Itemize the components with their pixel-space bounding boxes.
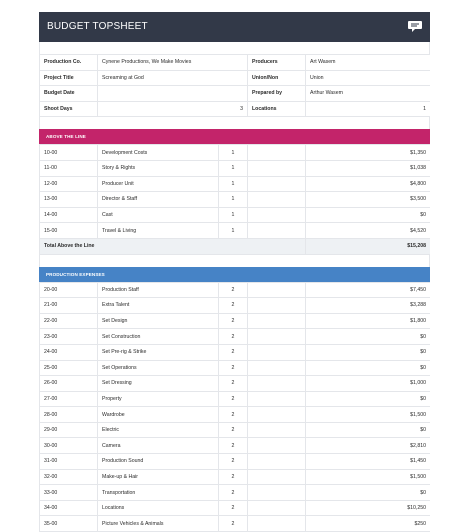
empty-cell: [248, 344, 306, 360]
account-quantity: 2: [219, 469, 248, 485]
table-row: [40, 145, 431, 161]
account-quantity: 2: [219, 422, 248, 438]
empty-cell: [248, 223, 306, 239]
account-quantity: 2: [219, 329, 248, 345]
info-row: [40, 86, 431, 102]
account-code: 25-00: [40, 360, 98, 376]
project-info-table: [39, 54, 430, 117]
empty-cell: [248, 469, 306, 485]
info-value: Cynene Productions, We Make Movies: [98, 55, 248, 71]
account-code: 29-00: [40, 422, 98, 438]
total-row: [40, 238, 431, 254]
account-amount: $0: [306, 329, 431, 345]
total-label: Total Above the Line: [40, 238, 306, 254]
account-code: 33-00: [40, 485, 98, 501]
table-row: [40, 176, 431, 192]
account-amount: $1,450: [306, 454, 431, 470]
table-row: [40, 298, 431, 314]
account-quantity: 2: [219, 282, 248, 298]
account-quantity: 2: [219, 313, 248, 329]
account-description: Picture Vehicles & Animals: [98, 516, 219, 532]
account-code: 32-00: [40, 469, 98, 485]
table-row: [40, 438, 431, 454]
account-quantity: 1: [219, 192, 248, 208]
empty-cell: [248, 376, 306, 392]
account-amount: $0: [306, 391, 431, 407]
account-amount: $2,810: [306, 438, 431, 454]
empty-cell: [248, 160, 306, 176]
table-row: [40, 516, 431, 532]
account-code: 12-00: [40, 176, 98, 192]
empty-cell: [248, 438, 306, 454]
table-row: [40, 344, 431, 360]
account-amount: $0: [306, 485, 431, 501]
account-amount: $1,800: [306, 313, 431, 329]
table-row: [40, 360, 431, 376]
account-code: 34-00: [40, 500, 98, 516]
account-quantity: 1: [219, 223, 248, 239]
account-code: 20-00: [40, 282, 98, 298]
table-row: [40, 223, 431, 239]
account-amount: $1,350: [306, 145, 431, 161]
info-value: Screaming at God: [98, 70, 248, 86]
account-description: Production Staff: [98, 282, 219, 298]
total-value: $15,208: [306, 238, 431, 254]
account-quantity: 2: [219, 391, 248, 407]
account-description: Travel & Living: [98, 223, 219, 239]
account-amount: $0: [306, 207, 431, 223]
table-row: [40, 391, 431, 407]
account-amount: $1,038: [306, 160, 431, 176]
account-amount: $0: [306, 344, 431, 360]
account-description: Electric: [98, 422, 219, 438]
account-amount: $1,000: [306, 376, 431, 392]
spacer: [39, 117, 430, 129]
above-line-table: [39, 144, 430, 254]
account-description: Set Operations: [98, 360, 219, 376]
empty-cell: [248, 454, 306, 470]
account-description: Story & Rights: [98, 160, 219, 176]
account-amount: $10,250: [306, 500, 431, 516]
account-code: 35-00: [40, 516, 98, 532]
table-row: [40, 454, 431, 470]
account-quantity: 2: [219, 360, 248, 376]
empty-cell: [248, 313, 306, 329]
account-code: 10-00: [40, 145, 98, 161]
section-header-above-line: ABOVE THE LINE: [39, 129, 430, 144]
empty-cell: [248, 422, 306, 438]
table-row: [40, 407, 431, 423]
account-description: Camera: [98, 438, 219, 454]
info-label: Locations: [248, 101, 306, 117]
account-code: 15-00: [40, 223, 98, 239]
account-code: 13-00: [40, 192, 98, 208]
account-quantity: 1: [219, 176, 248, 192]
account-amount: $7,450: [306, 282, 431, 298]
account-description: Director & Staff: [98, 192, 219, 208]
account-amount: $0: [306, 422, 431, 438]
empty-cell: [248, 407, 306, 423]
account-description: Set Dressing: [98, 376, 219, 392]
table-row: [40, 160, 431, 176]
account-amount: $4,520: [306, 223, 431, 239]
info-value: 3: [98, 101, 248, 117]
account-description: Producer Unit: [98, 176, 219, 192]
info-label: Production Co.: [40, 55, 98, 71]
info-value: Arthur Wasem: [306, 86, 430, 102]
empty-cell: [248, 500, 306, 516]
account-description: Make-up & Hair: [98, 469, 219, 485]
account-description: Extra Talent: [98, 298, 219, 314]
empty-cell: [248, 145, 306, 161]
account-amount: $3,288: [306, 298, 431, 314]
account-quantity: 1: [219, 207, 248, 223]
page-title: BUDGET TOPSHEET: [47, 21, 148, 32]
empty-cell: [248, 298, 306, 314]
account-quantity: 2: [219, 407, 248, 423]
info-label: Union/Non: [248, 70, 306, 86]
account-quantity: 2: [219, 454, 248, 470]
spacer: [39, 255, 430, 267]
table-row: [40, 313, 431, 329]
account-code: 28-00: [40, 407, 98, 423]
empty-cell: [248, 391, 306, 407]
table-row: [40, 485, 431, 501]
account-amount: $0: [306, 360, 431, 376]
empty-cell: [248, 207, 306, 223]
info-row: [40, 55, 431, 71]
info-value: Art Wasem: [306, 55, 430, 71]
account-description: Set Pre-rig & Strike: [98, 344, 219, 360]
empty-cell: [248, 485, 306, 501]
account-quantity: 2: [219, 298, 248, 314]
info-row: [40, 101, 431, 117]
info-row: [40, 70, 431, 86]
table-row: [40, 282, 431, 298]
account-code: 21-00: [40, 298, 98, 314]
account-description: Production Sound: [98, 454, 219, 470]
account-amount: $3,500: [306, 192, 431, 208]
table-row: [40, 192, 431, 208]
account-code: 26-00: [40, 376, 98, 392]
table-row: [40, 422, 431, 438]
header-bar: [39, 12, 430, 42]
empty-cell: [248, 282, 306, 298]
empty-cell: [248, 192, 306, 208]
account-amount: $250: [306, 516, 431, 532]
account-quantity: 2: [219, 438, 248, 454]
account-quantity: 2: [219, 376, 248, 392]
account-description: Locations: [98, 500, 219, 516]
table-row: [40, 376, 431, 392]
account-code: 23-00: [40, 329, 98, 345]
account-description: Set Construction: [98, 329, 219, 345]
account-amount: $1,500: [306, 407, 431, 423]
account-code: 31-00: [40, 454, 98, 470]
account-code: 27-00: [40, 391, 98, 407]
production-expenses-table: [39, 282, 430, 532]
empty-cell: [248, 329, 306, 345]
account-quantity: 1: [219, 145, 248, 161]
account-quantity: 1: [219, 160, 248, 176]
info-value: [98, 86, 248, 102]
table-row: [40, 500, 431, 516]
account-quantity: 2: [219, 500, 248, 516]
budget-topsheet: [39, 12, 430, 532]
info-label: Budget Date: [40, 86, 98, 102]
section-header-production: PRODUCTION EXPENSES: [39, 267, 430, 282]
account-description: Cast: [98, 207, 219, 223]
account-code: 30-00: [40, 438, 98, 454]
account-quantity: 2: [219, 516, 248, 532]
account-code: 24-00: [40, 344, 98, 360]
account-quantity: 2: [219, 485, 248, 501]
account-code: 11-00: [40, 160, 98, 176]
account-code: 22-00: [40, 313, 98, 329]
account-description: Wardrobe: [98, 407, 219, 423]
info-label: Project Title: [40, 70, 98, 86]
empty-cell: [248, 360, 306, 376]
info-label: Shoot Days: [40, 101, 98, 117]
account-description: Development Costs: [98, 145, 219, 161]
account-code: 14-00: [40, 207, 98, 223]
spacer: [39, 42, 430, 54]
account-description: Transportation: [98, 485, 219, 501]
empty-cell: [248, 176, 306, 192]
account-quantity: 2: [219, 344, 248, 360]
table-row: [40, 329, 431, 345]
info-label: Producers: [248, 55, 306, 71]
info-label: Prepared by: [248, 86, 306, 102]
account-amount: $4,800: [306, 176, 431, 192]
account-description: Set Design: [98, 313, 219, 329]
account-amount: $1,500: [306, 469, 431, 485]
account-description: Property: [98, 391, 219, 407]
table-row: [40, 469, 431, 485]
table-row: [40, 207, 431, 223]
chat-bubble-icon[interactable]: [407, 18, 423, 34]
info-value: 1: [306, 101, 430, 117]
empty-cell: [248, 516, 306, 532]
info-value: Union: [306, 70, 430, 86]
